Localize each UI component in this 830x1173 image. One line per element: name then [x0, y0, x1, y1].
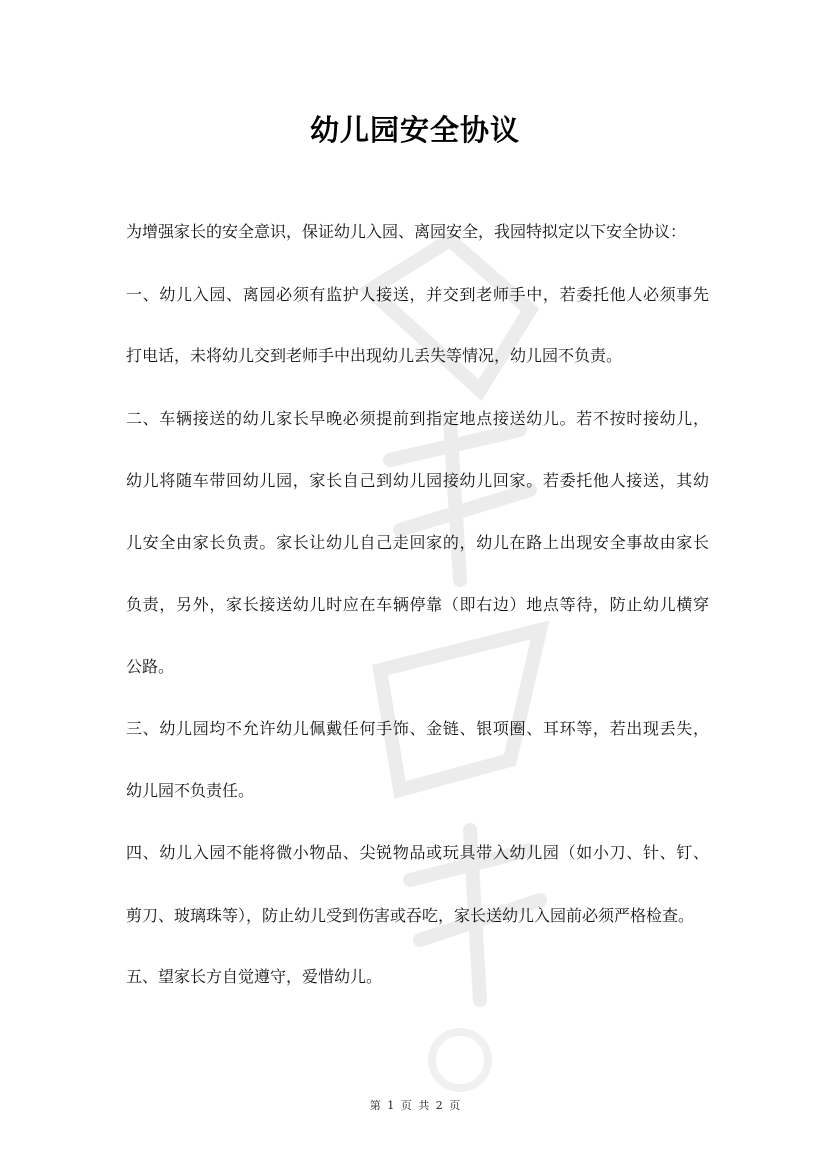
watermark-graphic: [330, 200, 590, 1100]
clause-3-line-1: 三、幼儿园均不允许幼儿佩戴任何手饰、金链、银项圈、耳环等，若出现丢失，: [126, 719, 709, 738]
document-title: 幼儿园安全协议: [309, 113, 520, 147]
clause-2-line-2: 幼儿将随车带回幼儿园，家长自己到幼儿园接幼儿回家。若委托他人接送，其幼: [126, 471, 709, 490]
clause-4-line-1: 四、幼儿入园不能将微小物品、尖锐物品或玩具带入幼儿园（如小刀、针、钉、: [126, 843, 709, 862]
clause-2-line-1: 二、车辆接送的幼儿家长早晚必须提前到指定地点接送幼儿。若不按时接幼儿，: [126, 409, 709, 428]
clause-1-line-2: 打电话，未将幼儿交到老师手中出现幼儿丢失等情况，幼儿园不负责。: [126, 346, 623, 365]
clause-4-line-2: 剪刀、玻璃珠等），防止幼儿受到伤害或吞吃，家长送幼儿入园前必须严格检查。: [126, 906, 695, 925]
clause-2-line-3: 儿安全由家长负责。家长让幼儿自己走回家的，幼儿在路上出现安全事故由家长: [126, 533, 709, 552]
clause-2-line-4: 负责，另外，家长接送幼儿时应在车辆停靠（即右边）地点等待，防止幼儿横穿: [126, 595, 709, 614]
clause-5-line-1: 五、望家长方自觉遵守，爱惜幼儿。: [126, 967, 383, 986]
clause-1-line-1: 一、幼儿入园、离园必须有监护人接送，并交到老师手中，若委托他人必须事先: [126, 285, 709, 304]
page-number-footer: 第 1 页 共 2 页: [369, 1099, 461, 1112]
clause-3-line-2: 幼儿园不负责任。: [126, 781, 255, 800]
clause-2-line-5: 公路。: [126, 657, 175, 676]
paragraph-intro: 为增强家长的安全意识，保证幼儿入园、离园安全，我园特拟定以下安全协议：: [126, 222, 687, 241]
